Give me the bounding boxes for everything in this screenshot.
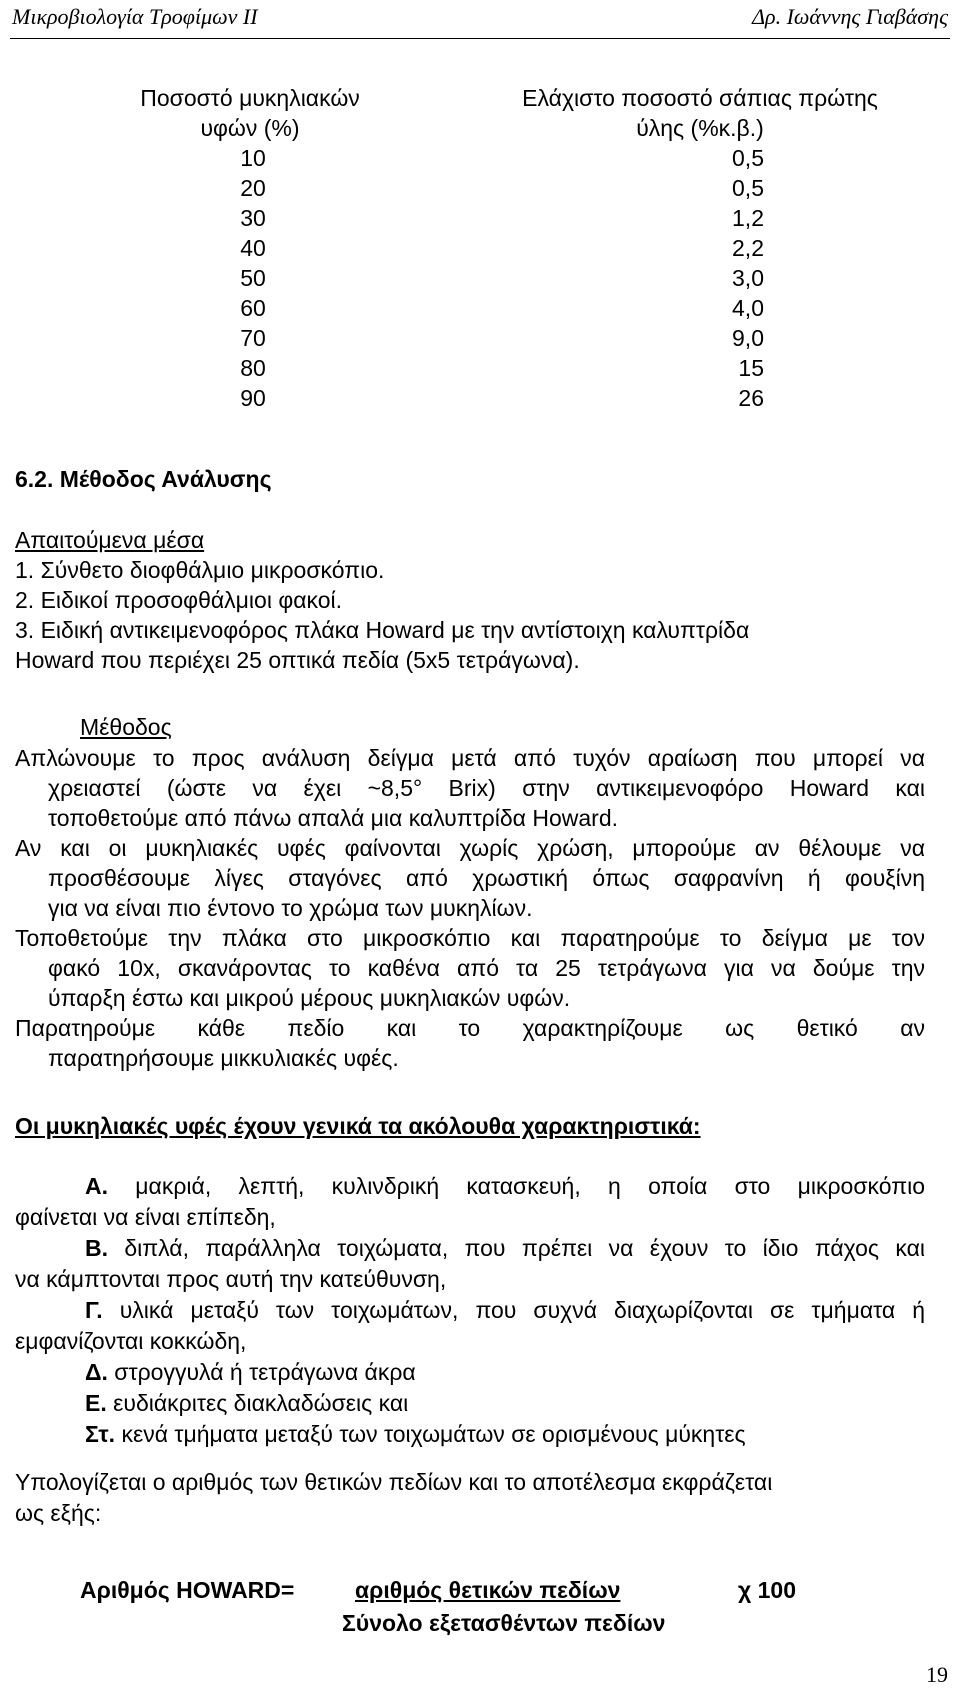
howard-formula (80, 1575, 880, 1645)
list-item: 3. Ειδική αντικειμενοφόρος πλάκα Howard με την αντίστοιχη καλυπτρίδα (15, 617, 750, 643)
table-header-col1: Ποσοστό μυκηλιακών υφών (%) (140, 85, 360, 141)
table-row: 30 1,2 (240, 205, 764, 231)
list-item: Ε. ευδιάκριτες διακλαδώσεις και (85, 1390, 409, 1416)
characteristics-list (15, 1171, 925, 1450)
table-row: 60 4,0 (240, 295, 764, 321)
table-row: 20 0,5 (240, 175, 764, 201)
spoilage-table (20, 83, 920, 413)
page-header (0, 0, 960, 40)
calculation-text: Υπολογίζεται ο αριθμός των θετικών πεδίων και το αποτέλεσμα εκφράζεται ως εξής: (15, 1469, 773, 1526)
materials-title: Απαιτούμενα μέσα (15, 527, 205, 553)
formula-multiplier: χ 100 (738, 1577, 797, 1603)
list-item: Δ. στρογγυλά ή τετράγωνα άκρα (85, 1359, 416, 1385)
method-paragraph-3: Τοποθετούμε την πλάκα στο μικροσκόπιο και παρατηρούμε το δείγμα με τον φακό 10x, σκανάροντας το καθένα από τα 25 τετράγωνα για να δούμε την ύπαρξη έστω και μικρού μέρους μυκηλιακών υφών. (15, 925, 925, 1011)
list-item: Α. μακριά, λεπτή, κυλινδρική κατασκευή, η οποία στο μικροσκόπιο (85, 1173, 925, 1199)
list-item: 2. Ειδικοί προσοφθάλμιοι φακοί. (15, 587, 343, 613)
formula-label: Αριθμός HOWARD= (80, 1577, 295, 1603)
method-paragraph-4: Παρατηρούμε κάθε πεδίο και το χαρακτηρίζουμε ως θετικό αν παρατηρήσουμε μικκυλιακές υφές. (15, 1015, 925, 1071)
section-title: 6.2. Μέθοδος Ανάλυσης (15, 466, 272, 492)
list-item-continuation: να κάμπτονται προς αυτή την κατεύθυνση, (15, 1266, 447, 1292)
list-item: Γ. υλικά μεταξύ των τοιχωμάτων, που συχνά διαχωρίζονται σε τμήματα ή (85, 1297, 925, 1323)
table-header-col2: Ελάχιστο ποσοστό σάπιας πρώτης ύλης (%κ.β.) (522, 85, 878, 141)
materials-list (15, 555, 925, 675)
header-author: Δρ. Ιωάννης Γιαβάσης (752, 4, 948, 29)
list-item-continuation: εμφανίζονται κοκκώδη, (15, 1328, 247, 1354)
table-row: 40 2,2 (240, 235, 764, 261)
table-row: 80 15 (240, 355, 764, 381)
characteristics-title: Οι μυκηλιακές υφές έχουν γενικά τα ακόλουθα χαρακτηριστικά: (15, 1113, 701, 1139)
method-paragraph-1: Απλώνουμε το προς ανάλυση δείγμα μετά από τυχόν αραίωση που μπορεί να χρειαστεί (ώστε να έχει ~8,5° Brix) στην αντικειμενοφόρο Howard και τοποθετούμε από πάνω απαλά μια καλυπτρίδα Howard. (15, 745, 925, 831)
method-paragraphs (15, 743, 925, 1073)
table-row: 50 3,0 (240, 265, 764, 291)
table-header-row (20, 83, 920, 143)
method-title: Μέθοδος (80, 714, 172, 740)
formula-numerator: αριθμός θετικών πεδίων (355, 1577, 621, 1603)
table-row: 90 26 (240, 385, 764, 411)
header-divider (10, 38, 950, 39)
method-paragraph-2: Αν και οι μυκηλιακές υφές φαίνονται χωρίς χρώση, μπορούμε αν θέλουμε να προσθέσουμε λίγες σταγόνες από χρωστική όπως σαφρανίνη ή φουξίνη για να είναι πιο έντονο το χρώμα των μυκηλίων. (15, 835, 925, 921)
table-row: 10 0,5 (240, 145, 764, 171)
list-item: Β. διπλά, παράλληλα τοιχώματα, που πρέπει να έχουν το ίδιο πάχος και (85, 1235, 925, 1261)
formula-denominator: Σύνολο εξετασθέντων πεδίων (342, 1610, 666, 1636)
table-row: 70 9,0 (240, 325, 764, 351)
list-item: 1. Σύνθετο διοφθάλμιο μικροσκόπιο. (15, 557, 385, 583)
header-course-title: Μικροβιολογία Τροφίμων ΙΙ (12, 4, 258, 29)
list-item-continuation: Howard που περιέχει 25 οπτικά πεδία (5x5 τετράγωνα). (15, 647, 580, 673)
list-item: Στ. κενά τμήματα μεταξύ των τοιχωμάτων σε ορισμένους μύκητες (85, 1421, 746, 1447)
list-item-continuation: φαίνεται να είναι επίπεδη, (15, 1204, 276, 1230)
page-number: 19 (926, 1662, 948, 1687)
